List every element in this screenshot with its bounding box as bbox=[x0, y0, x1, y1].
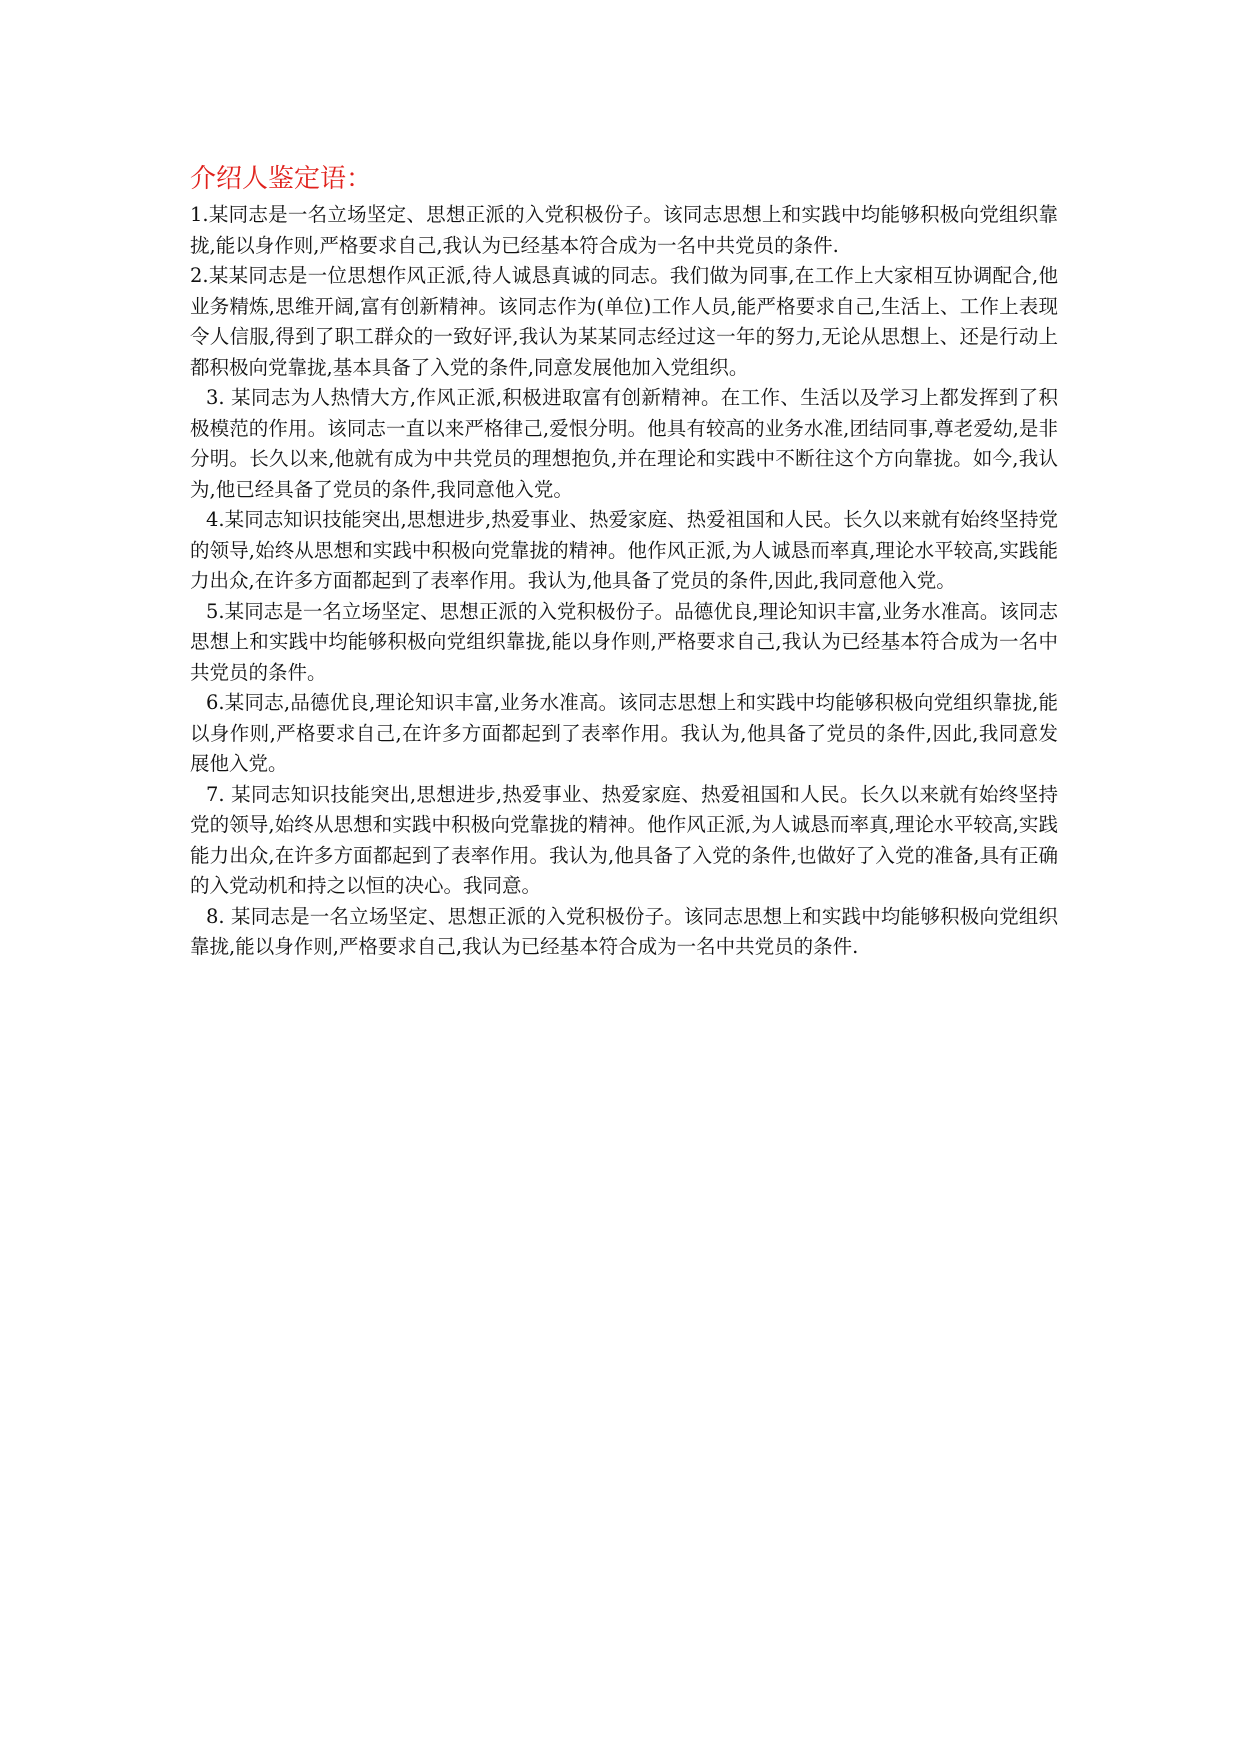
document-title: 介绍人鉴定语： bbox=[190, 164, 373, 194]
paragraph-2: 2.某某同志是一位思想作风正派,待人诚恳真诚的同志。我们做为同事,在工作上大家相互协调配合,他业务精炼,思维开阔,富有创新精神。该同志作为(单位)工作人员,能严格要求自己,生活上、工作上表现令人信服,得到了职工群众的一致好评,我认为某某同志经过这一年的努力,无论从思想上、还是行动上都积极向党靠拢,基本具备了入党的条件,同意发展他加入党组织。 bbox=[190, 264, 1058, 379]
paragraph-5: 5.某同志是一名立场坚定、思想正派的入党积极份子。品德优良,理论知识丰富,业务水准高。该同志思想上和实践中均能够积极向党组织靠拢,能以身作则,严格要求自己,我认为已经基本符合成为一名中共党员的条件。 bbox=[190, 599, 1058, 684]
paragraph-1: 1.某同志是一名立场坚定、思想正派的入党积极份子。该同志思想上和实践中均能够积极向党组织靠拢,能以身作则,严格要求自己,我认为已经基本符合成为一名中共党员的条件. bbox=[190, 203, 1058, 257]
paragraph-7: 7. 某同志知识技能突出,思想进步,热爱事业、热爱家庭、热爱祖国和人民。长久以来就有始终坚持党的领导,始终从思想和实践中积极向党靠拢的精神。他作风正派,为人诚恳而率真,理论水平较高,实践能力出众,在许多方面都起到了表率作用。我认为,他具备了入党的条件,也做好了入党的准备,具有正确的入党动机和持之以恒的决心。我同意。 bbox=[190, 782, 1058, 897]
paragraph-8: 8. 某同志是一名立场坚定、思想正派的入党积极份子。该同志思想上和实践中均能够积极向党组织靠拢,能以身作则,严格要求自己,我认为已经基本符合成为一名中共党员的条件. bbox=[190, 904, 1058, 958]
document-body bbox=[190, 160, 1058, 963]
paragraph-3: 3. 某同志为人热情大方,作风正派,积极进取富有创新精神。在工作、生活以及学习上都发挥到了积极模范的作用。该同志一直以来严格律己,爱恨分明。他具有较高的业务水准,团结同事,尊老爱幼,是非分明。长久以来,他就有成为中共党员的理想抱负,并在理论和实践中不断往这个方向靠拢。如今,我认为,他已经具备了党员的条件,我同意他入党。 bbox=[190, 386, 1058, 501]
paragraph-4: 4.某同志知识技能突出,思想进步,热爱事业、热爱家庭、热爱祖国和人民。长久以来就有始终坚持党的领导,始终从思想和实践中积极向党靠拢的精神。他作风正派,为人诚恳而率真,理论水平较高,实践能力出众,在许多方面都起到了表率作用。我认为,他具备了党员的条件,因此,我同意他入党。 bbox=[190, 508, 1058, 592]
paragraph-6: 6.某同志,品德优良,理论知识丰富,业务水准高。该同志思想上和实践中均能够积极向党组织靠拢,能以身作则,严格要求自己,在许多方面都起到了表率作用。我认为,他具备了党员的条件,因此,我同意发展他入党。 bbox=[190, 691, 1058, 775]
